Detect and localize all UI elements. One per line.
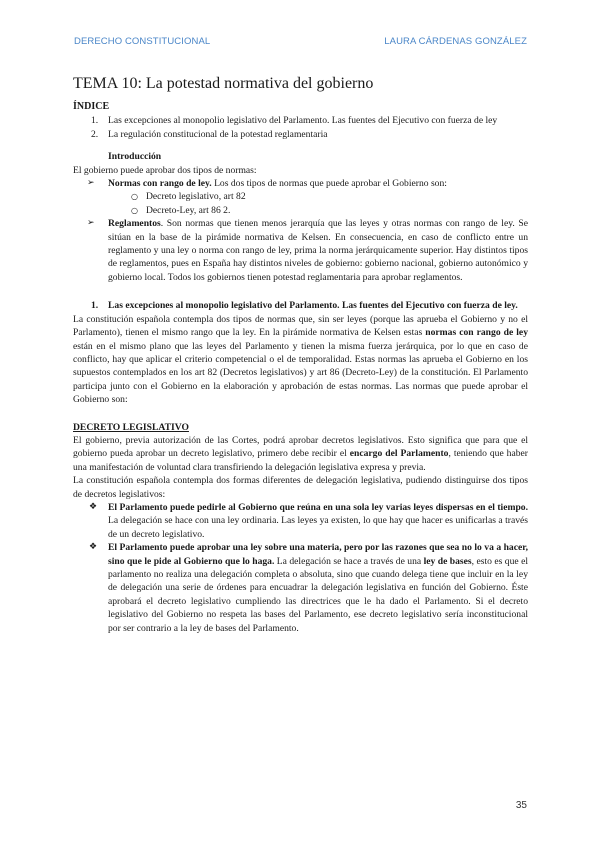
- index-item: [73, 114, 528, 127]
- arrow-bullet-icon: ➢: [87, 218, 95, 229]
- section-1-number: 1.: [91, 300, 99, 312]
- section-1-paragraph: [73, 313, 528, 407]
- decreto-item: [73, 501, 528, 541]
- page-number: 35: [515, 800, 527, 811]
- normas-sub-text: Decreto-Ley, art 86 2.: [146, 204, 231, 216]
- section-1-text-a: La constitución española contempla dos tipos de normas que, sin ser leyes (porque las aprueba el Gobierno y no el Parlamento), tienen el mismo rango que la ley. En la pirámide normativa de Kelsen estas: [73, 313, 528, 339]
- index-item: [73, 128, 528, 141]
- intro-heading: Introducción: [108, 151, 162, 163]
- normas-text: Los dos tipos de normas que puede aprobar el Gobierno son:: [211, 178, 447, 190]
- section-1-title: Las excepciones al monopolio legislativo del Parlamento. Las fuentes del Ejecutivo con fuerza de ley.: [108, 300, 518, 312]
- normas-bold: Normas con rango de ley.: [108, 178, 212, 190]
- arrow-bullet-icon: ➢: [87, 178, 95, 189]
- normas-sub-item: [73, 204, 528, 217]
- header-subject: DERECHO CONSTITUCIONAL: [74, 36, 211, 47]
- reglamentos-bullet: [73, 217, 528, 284]
- circle-bullet-icon: ○: [131, 192, 138, 202]
- section-1-bold: normas con rango de ley: [425, 327, 528, 339]
- decreto-paragraph-1: [73, 434, 528, 474]
- index-item-text: Las excepciones al monopolio legislativo del Parlamento. Las fuentes del Ejecutivo con fuerza de ley: [108, 115, 498, 127]
- index-item-number: 1.: [91, 115, 99, 127]
- diamond-bullet-icon: ❖: [89, 501, 98, 512]
- section-1-text-b: están en el mismo plano que las leyes del Parlamento y tienen la misma fuerza jerárquica, por lo que en caso de conflicto, hay que aplicar el criterio competencial o el de temporalidad. Estas normas las aprueba el Gobierno en los supuestos contemplados en los art 82 (Decretos legislativos) y art 86 (Decreto-Ley) de la constitución. El Parlamento participa junto con el Gobierno en la elaboración y aprobación de estas normas. Las normas que puede aprobar el Gobierno son:: [73, 340, 528, 406]
- normas-bullet: [73, 177, 528, 190]
- decreto-p1-bold: encargo del Parlamento: [349, 448, 449, 460]
- index-item-number: 2.: [91, 128, 99, 140]
- diamond-bullet-icon: ❖: [89, 542, 98, 553]
- decreto-paragraph-2: La constitución española contempla dos formas diferentes de delegación legislativa, pudiendo distinguirse dos tipos de decretos legislativos:: [73, 475, 528, 500]
- reglamentos-bold: Reglamentos: [108, 218, 161, 230]
- decreto-item-bold-2: ley de bases: [423, 555, 472, 567]
- page-content: [73, 74, 528, 635]
- header-author: LAURA CÁRDENAS GONZÁLEZ: [384, 36, 527, 47]
- decreto-item: [73, 541, 528, 635]
- page-title: TEMA 10: La potestad normativa del gobierno: [73, 75, 374, 92]
- decreto-item-bold: El Parlamento puede pedirle al Gobierno que reúna en una sola ley varias leyes dispersas en el tiempo.: [108, 501, 528, 513]
- normas-sub-item: [73, 190, 528, 203]
- decreto-item-bold: El Parlamento puede aprobar una ley sobre una materia, pero por las razones que sea no lo va a hacer, sino que le pide al Gobierno que lo haga.: [108, 542, 528, 567]
- decreto-item-text-a: La delegación se hace a través de una: [274, 555, 424, 567]
- index-heading: ÍNDICE: [73, 101, 110, 112]
- intro-lead: El gobierno puede aprobar dos tipos de normas:: [73, 164, 257, 176]
- section-1-heading: [73, 299, 528, 312]
- normas-sub-text: Decreto legislativo, art 82: [146, 191, 246, 203]
- decreto-item-text-b: , esto es que el parlamento no realiza una delegación completa o absoluta, sino que cuando delega tiene que incluir en la ley de delegación una serie de órdenes para encuadrar la delegación legislativa en función del Gobierno. Éste aprobará el decreto legislativo cumpliendo las directrices que le ha dado el Parlamento. Si el decreto legislativo del Gobierno no respeta las bases del Parlamento, ese decreto legislativo sería inconstitucional por ser contrario a la ley de bases del Parlamento.: [108, 555, 529, 634]
- decreto-p1-text-a: El gobierno, previa autorización de las Cortes, podrá aprobar decretos legislativos. Esto significa que para que el gobierno pueda aprobar un decreto legislativo, primero debe recibir el: [73, 434, 528, 460]
- decreto-heading: DECRETO LEGISLATIVO: [73, 421, 189, 433]
- decreto-item-text: La delegación se hace con una ley ordinaria. Las leyes ya existen, lo que hay que hacer es unificarlas a través de un decreto legislativo.: [108, 515, 528, 540]
- index-list: [73, 114, 528, 141]
- decreto-p1-text-b: , teniendo que haber una manifestación de voluntad clara transfiriendo la delegación legislativa expresa y previa.: [73, 448, 528, 473]
- reglamentos-text: . Son normas que tienen menos jerarquía que las leyes y otras normas con rango de ley. Se sitúan en la base de la pirámide normativa de Kelsen. En consecuencia, en caso de conflicto entre un reglamento y una ley o norma con rango de ley, prima la norma jerárquicamente superior. Hay distintos tipos de reglamentos, pues en España hay distintos niveles de gobierno: gobierno nacional, gobierno autonómico y gobierno local. Todos los gobiernos tienen potestad reglamentaria para aprobar reglamentos.: [108, 218, 528, 283]
- circle-bullet-icon: ○: [131, 205, 138, 215]
- index-item-text: La regulación constitucional de la potestad reglamentaria: [108, 128, 328, 140]
